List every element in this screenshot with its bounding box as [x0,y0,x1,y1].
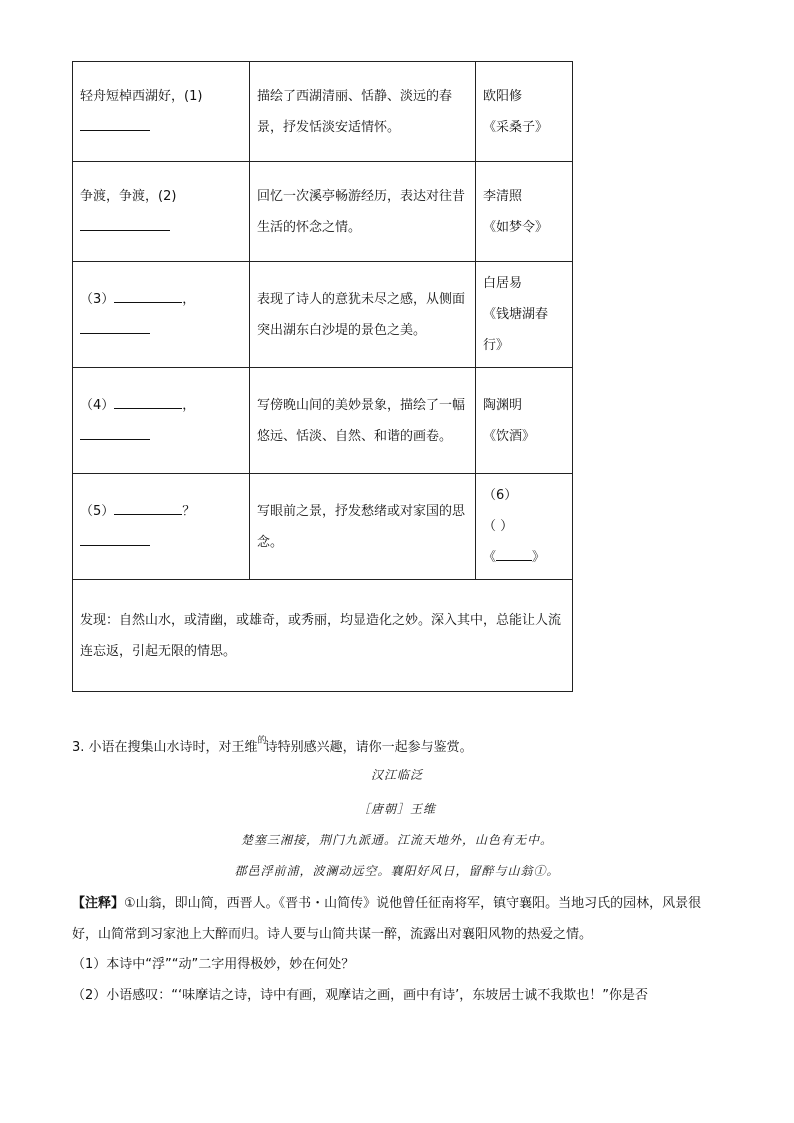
table-row [73,580,573,692]
work-title: 《采桑子》 [483,119,549,135]
q3-sup: 的 [257,736,267,746]
verse-text: （4） [80,397,115,413]
author-paren: （ ） [483,519,514,534]
source-cell [476,368,573,474]
table-row [73,262,573,368]
poem-title: 汉江临泛 [370,768,423,782]
annotation-text: ①山翁，即山简，西晋人。《晋书・山简传》说他曾任征南将军，镇守襄阳。当地习氏的园林，风景很好，山简常到习家池上大醉而归。诗人要与山简共谋一醉，流露出对襄阳风物的热爱之情。 [72,896,702,942]
verse-cell [73,62,250,162]
work-title: 《钱塘湖春行》 [483,307,549,353]
desc-cell: 描绘了西湖清丽、恬静、淡远的春景，抒发恬淡安适情怀。 [250,62,476,162]
poem-table [72,61,573,692]
answer-blank[interactable] [114,500,182,515]
source-cell [476,474,573,580]
verse-cell [73,474,250,580]
title-close: 》 [532,550,546,565]
verse-punct: ， [182,291,196,307]
finding-cell: 发现：自然山水，或清幽，或雄奇，或秀丽，均显造化之妙。深入其中，总能让人流连忘返，引起无限的情思。 [73,580,573,692]
verse-cell [73,262,250,368]
answer-blank[interactable] [80,216,170,231]
annotation [72,888,722,950]
q3-tail: 诗特别感兴趣，请你一起参与鉴赏。 [264,740,473,755]
answer-blank[interactable] [80,319,150,334]
question-3-prompt [72,733,473,755]
table-row [73,62,573,162]
answer-blank[interactable] [114,288,182,303]
annotation-label: 【注释】 [72,896,125,911]
verse-cell [73,368,250,474]
verse-punct: ， [182,397,196,413]
subquestion-1: （1）本诗中“浮”“动”二字用得极妙，妙在何处？ [72,957,355,972]
verse-cell [73,162,250,262]
verse-text: 轻舟短棹西湖好，(1) [80,88,203,104]
poem-line-2: 郡邑浮前浦，波澜动远空。襄阳好风日，留醉与山翁①。 [234,864,560,878]
author: 白居易 [483,276,523,291]
verse-punct: ？ [182,503,196,519]
poem-line-1: 楚塞三湘接，荆门九派通。江流天地外，山色有无中。 [240,833,553,847]
subquestion-2: （2）小语感叹：“‘味摩诘之诗，诗中有画，观摩诘之画，画中有诗’，东坡居士诚不我欺也！”你是否 [72,988,649,1003]
answer-blank[interactable] [80,116,150,131]
author: 陶渊明 [483,397,523,413]
poem-author: ［唐朝］王维 [357,802,436,816]
table-row [73,162,573,262]
table-row [73,368,573,474]
answer-blank[interactable] [80,425,150,440]
desc-cell: 写眼前之景，抒发愁绪或对家国的思念。 [250,474,476,580]
source-cell [476,62,573,162]
answer-blank[interactable] [496,546,532,561]
source-cell [476,162,573,262]
title-open: 《 [483,550,497,565]
answer-blank[interactable] [80,531,150,546]
q3-lead: 3. 小语在搜集山水诗时，对王维 [72,740,258,755]
verse-text: （5） [80,503,115,519]
author: 李清照 [483,188,523,204]
source-cell [476,262,573,368]
desc-cell: 表现了诗人的意犹未尽之感，从侧面突出湖东白沙堤的景色之美。 [250,262,476,368]
desc-cell: 回忆一次溪亭畅游经历，表达对往昔生活的怀念之情。 [250,162,476,262]
author: 欧阳修 [483,88,523,104]
verse-text: 争渡，争渡，(2) [80,188,177,204]
work-title: 《如梦令》 [483,219,549,235]
author-number: （6） [483,488,518,503]
answer-blank[interactable] [114,394,182,409]
verse-text: （3） [80,291,115,307]
table-row [73,474,573,580]
work-title: 《饮酒》 [483,428,536,444]
desc-cell: 写傍晚山间的美妙景象，描绘了一幅悠远、恬淡、自然、和谐的画卷。 [250,368,476,474]
